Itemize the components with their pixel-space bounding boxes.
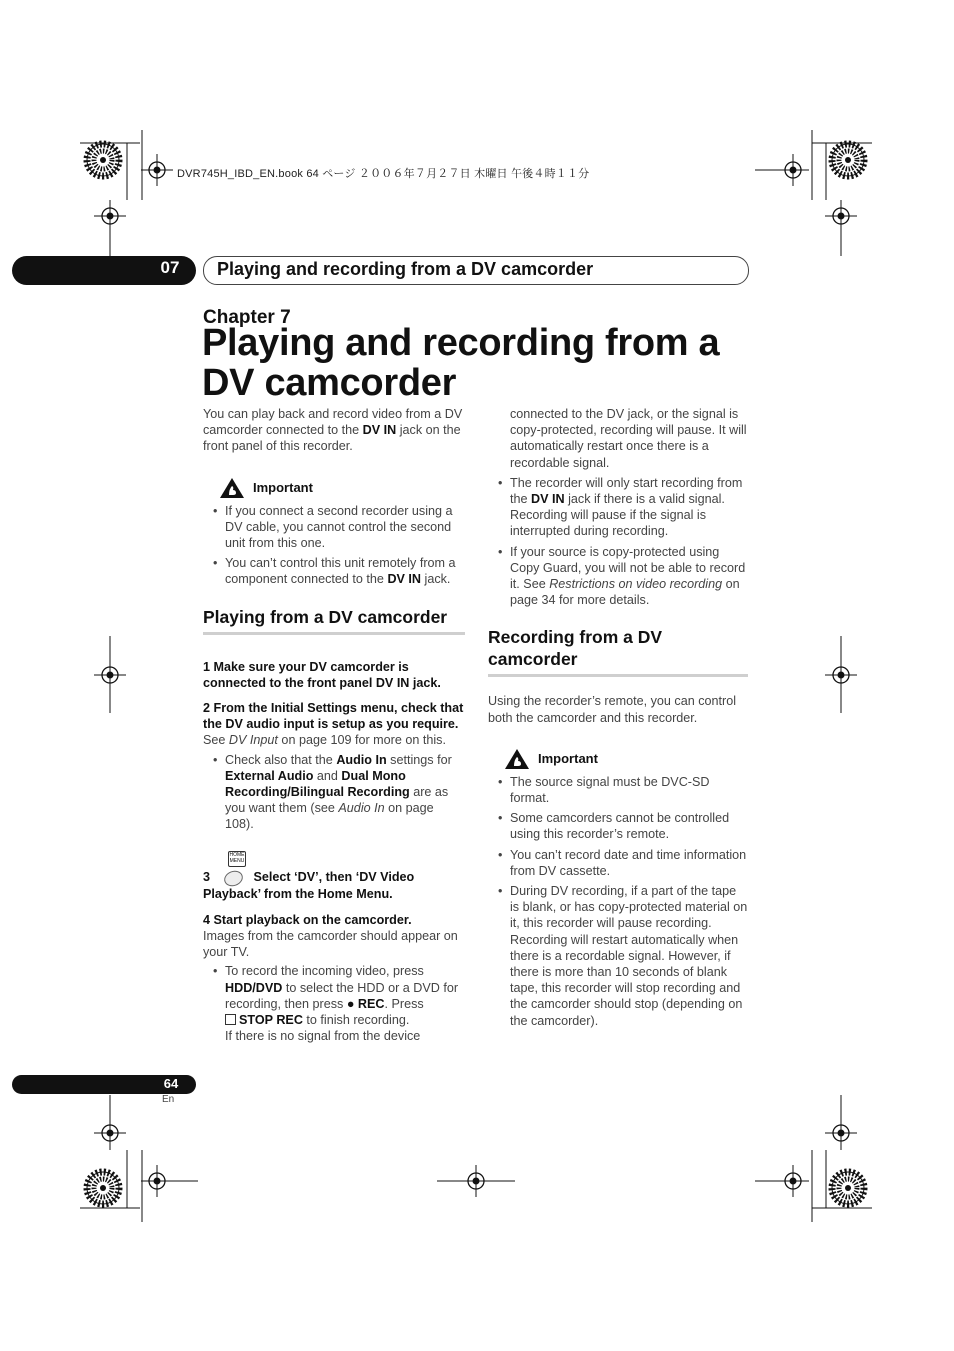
section-heading-recording: Recording from a DV camcorder (488, 626, 748, 677)
list-item: • You can’t record date and time information from DV cassette. (488, 847, 748, 879)
important-label: Important (538, 750, 598, 766)
important-callout (504, 748, 748, 770)
list-item: • To record the incoming video, press HDD/DVD to select the HDD or a DVD for recording, then press ● REC. Press STOP REC to finish recording. If there is no signal from the device (203, 963, 465, 1044)
step-2: 2 From the Initial Settings menu, check that the DV audio input is setup as you require. (203, 701, 464, 732)
step-3: 3 Select ‘DV’, then ‘DV Video Playback’ from the Home Menu. (203, 869, 465, 901)
step-2-see: See DV Input on page 109 for more on this. (203, 733, 446, 748)
important-label: Important (253, 479, 313, 495)
right-top-list (488, 475, 748, 609)
chapter-number: 07 (160, 258, 180, 277)
list-item: • The source signal must be DVC-SD format. (488, 774, 748, 806)
step-4-desc: Images from the camcorder should appear on your TV. (203, 928, 458, 960)
section-heading-playing: Playing from a DV camcorder (203, 606, 465, 635)
list-item: • If your source is copy-protected using Copy Guard, you will not be able to record it. See Restrictions on video recording on page 34 for more details. (488, 544, 748, 609)
step-2-list (203, 752, 465, 833)
page-title: Playing and recording from a DV camcorder (202, 322, 720, 404)
left-column (203, 406, 465, 1044)
left-important-list (203, 503, 465, 588)
home-menu-button-graphic (203, 851, 465, 868)
page-language: En (162, 1094, 175, 1105)
intro-paragraph: You can play back and record video from a DV camcorder connected to the DV IN jack on the front panel of this recorder. (203, 407, 463, 454)
list-item: • During DV recording, if a part of the tape is blank, or has copy-protected material on it, this recorder will pause recording. Recording will restart automatically when there is a recordable signal. However, if there is more than 10 seconds of blank tape, this recorder will stop recording and the camcorder should stop (depending on the camcorder). (488, 883, 748, 1029)
list-item: • Check also that the Audio In settings for External Audio and Dual Mono Recording/Bilingual Recording are as you want them (see Audio In on page 108). (203, 752, 465, 833)
important-callout (219, 477, 465, 499)
running-header-title: Playing and recording from a DV camcorder (217, 259, 594, 279)
file-info-line: DVR745H_IBD_EN.book 64 ページ ２００６年７月２７日 木曜日 午後４時１１分 (177, 168, 590, 180)
home-menu-icon: HOME MENU (228, 851, 246, 867)
stop-square-icon (225, 1014, 236, 1025)
right-column (488, 406, 748, 1029)
page-number: 64 (163, 1076, 179, 1091)
list-item: • Some camcorders cannot be controlled using this recorder’s remote. (488, 810, 748, 842)
recording-important-list (488, 774, 748, 1029)
list-item: • If you connect a second recorder using a DV cable, you cannot control the second unit from this one. (203, 503, 465, 552)
button-oval-icon (222, 868, 245, 889)
continued-paragraph: connected to the DV jack, or the signal is copy-protected, recording will pause. It will automatically restart once there is a recordable signal. (510, 407, 747, 470)
list-item: • The recorder will only start recording from the DV IN jack if there is a valid signal. Recording will pause if the signal is interrupted during recording. (488, 475, 748, 540)
list-item: • You can’t control this unit remotely from a component connected to the DV IN jack. (203, 555, 465, 587)
step-1: 1 Make sure your DV camcorder is connected to the front panel DV IN jack. (203, 659, 441, 690)
warning-icon (504, 748, 530, 770)
warning-icon (219, 477, 245, 499)
recording-intro: Using the recorder’s remote, you can control both the camcorder and this recorder. (488, 694, 737, 725)
step-4-list (203, 963, 465, 1044)
step-4: 4 Start playback on the camcorder. (203, 912, 412, 927)
chapter-label: Chapter 7 (203, 307, 291, 328)
